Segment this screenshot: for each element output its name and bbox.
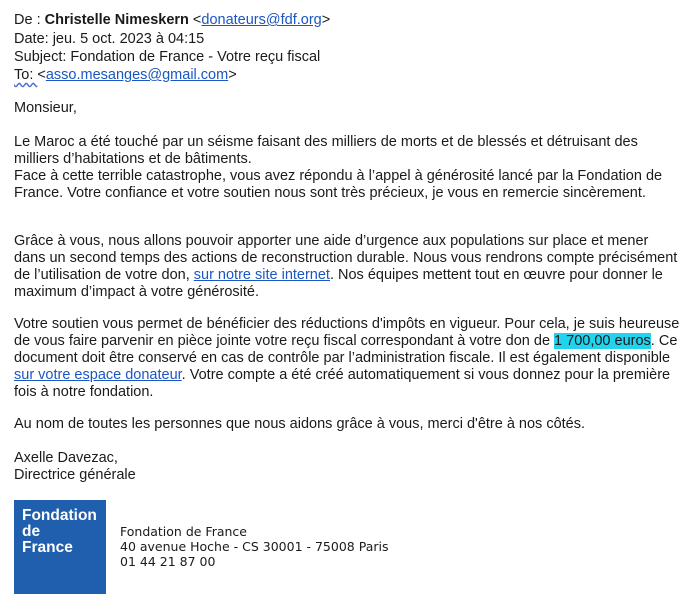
p3-text-before: Votre soutien vous permet de bénéficier des réductions d'impôts en vigueur. Pour cela, je suis heureuse de vous faire parvenir en pièce jointe votre reçu fiscal correspondant à votre don de bbox=[14, 316, 680, 349]
greeting: Monsieur, bbox=[14, 100, 77, 116]
from-name: Christelle Nimeskern bbox=[44, 12, 189, 28]
subject-value: Fondation de France - Votre reçu fiscal bbox=[70, 49, 321, 65]
to-line: To: <asso.mesanges@gmail.com> bbox=[14, 67, 237, 83]
paragraph-2 bbox=[14, 233, 681, 301]
paragraph-3 bbox=[14, 316, 681, 401]
site-internet-link[interactable]: sur notre site internet bbox=[193, 267, 330, 283]
p2-text-before: Grâce à vous, nous allons pouvoir apporter une aide d’urgence aux populations sur place et mener dans un second temps des actions de reconstruction durable. Nous vous rendrons compte précisément de l’utilisation de votre don, bbox=[14, 233, 678, 283]
paragraph-1a: Le Maroc a été touché par un séisme faisant des milliers de morts et de blessés et détruisant des milliers d’habitations et de bâtiments. bbox=[14, 134, 638, 167]
paragraph-1 bbox=[14, 134, 681, 202]
from-email-link[interactable]: donateurs@fdf.org bbox=[201, 12, 322, 28]
date-line bbox=[14, 30, 204, 49]
from-line: De : Christelle Nimeskern <donateurs@fdf.org> bbox=[14, 12, 331, 28]
logo-line-2: de bbox=[22, 523, 41, 540]
org-name: Fondation de France bbox=[120, 524, 247, 539]
p2-text-after: . Nos équipes mettent tout en œuvre pour donner le maximum d’impact à votre générosité. bbox=[14, 267, 663, 300]
espace-donateur-link[interactable]: sur votre espace donateur bbox=[14, 367, 182, 383]
logo-line-1: Fondation bbox=[22, 507, 97, 524]
p3-text-middle: . Ce document doit être conservé en cas de contrôle par l’administration fiscale. Il est également disponible bbox=[14, 333, 678, 366]
to-email-link[interactable]: asso.mesanges@gmail.com bbox=[45, 67, 229, 83]
signature bbox=[14, 450, 681, 484]
subject-label: Subject: bbox=[14, 49, 71, 65]
from-label: De : bbox=[14, 12, 45, 28]
to-label: To: bbox=[14, 67, 38, 83]
logo-line-3: France bbox=[22, 539, 73, 556]
footer-address-block bbox=[120, 524, 388, 569]
org-phone: 01 44 21 87 00 bbox=[120, 554, 216, 569]
signer-title: Directrice générale bbox=[14, 467, 136, 483]
date-label: Date: bbox=[14, 31, 53, 47]
paragraph-1b: Face à cette terrible catastrophe, vous avez répondu à l’appel à générosité lancé par la Fondation de France. Votre confiance et votre soutien nous sont très précieux, je vous en remercie sincèrement. bbox=[14, 168, 663, 201]
signer-name: Axelle Davezac, bbox=[14, 450, 118, 466]
paragraph-4: Au nom de toutes les personnes que nous aidons grâce à vous, merci d'être à nos côtés. bbox=[14, 416, 586, 432]
date-value: jeu. 5 oct. 2023 à 04:15 bbox=[52, 31, 205, 47]
fondation-de-france-logo bbox=[14, 500, 106, 594]
org-address: 40 avenue Hoche - CS 30001 - 75008 Paris bbox=[120, 539, 389, 554]
subject-line bbox=[14, 48, 320, 67]
p3-text-after: . Votre compte a été créé automatiquement si vous donnez pour la première fois à notre fondation. bbox=[14, 367, 671, 400]
donation-amount: 1 700,00 euros bbox=[554, 333, 651, 349]
